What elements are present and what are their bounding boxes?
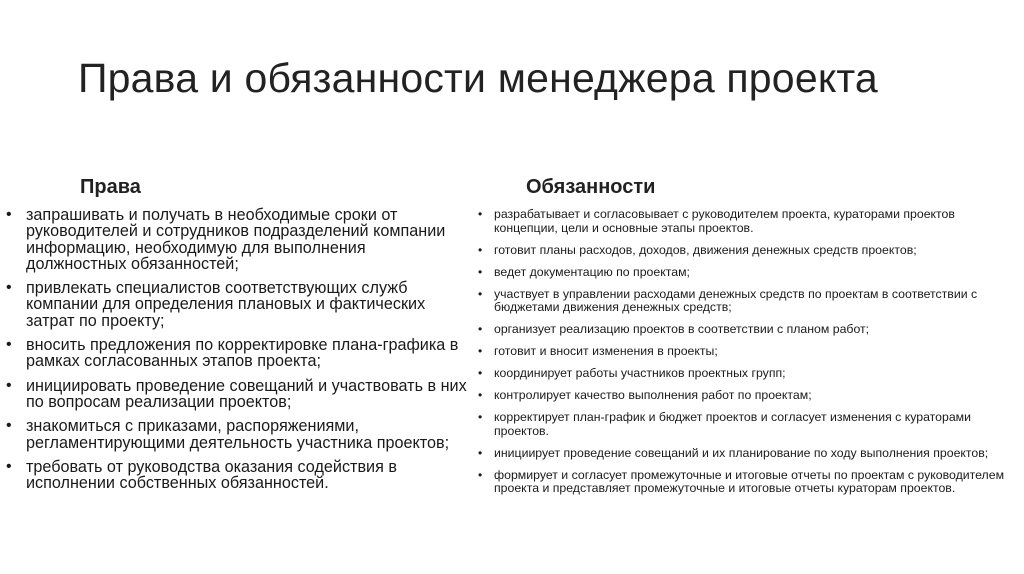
list-item xyxy=(0,418,470,451)
list-item-text: вносить предложения по корректировке плана-графика в рамках согласованных этапов проекта; xyxy=(26,336,459,371)
duties-list xyxy=(474,208,1014,496)
list-item-text: знакомиться с приказами, распоряжениями, регламентирующими деятельность участника проектов; xyxy=(26,417,450,452)
list-item-text: организует реализацию проектов в соответствии с планом работ; xyxy=(494,322,870,336)
rights-column xyxy=(0,176,470,499)
list-item xyxy=(474,345,1014,359)
list-item-text: координирует работы участников проектных групп; xyxy=(494,366,786,380)
bullet-icon: • xyxy=(478,286,483,301)
bullet-icon: • xyxy=(478,264,483,279)
list-item xyxy=(474,447,1014,461)
bullet-icon: • xyxy=(6,417,12,435)
list-item-text: контролирует качество выполнения работ по проектам; xyxy=(494,388,812,402)
list-item xyxy=(474,244,1014,258)
list-item xyxy=(474,411,1014,438)
bullet-icon: • xyxy=(478,344,483,358)
duties-heading: Обязанности xyxy=(526,176,656,198)
list-item-text: разрабатывает и согласовывает с руководителем проекта, кураторами проектов концепции, цели и основные этапы проектов. xyxy=(494,207,955,235)
list-item-text: инициирует проведение совещаний и их планирование по ходу выполнения проектов; xyxy=(494,445,989,460)
list-item-text: готовит и вносит изменения в проекты; xyxy=(494,344,718,358)
list-item xyxy=(0,337,470,370)
bullet-icon: • xyxy=(478,366,483,380)
list-item xyxy=(474,323,1014,337)
list-item xyxy=(474,469,1014,496)
rights-heading: Права xyxy=(80,176,141,198)
bullet-icon: • xyxy=(478,445,483,460)
list-item xyxy=(0,459,470,492)
list-item-text: требовать от руководства оказания содействия в исполнении собственных обязанностей. xyxy=(26,457,397,493)
rights-list xyxy=(0,207,470,491)
bullet-icon: • xyxy=(6,376,12,394)
list-item-text: формирует и согласует промежуточные и итоговые отчеты по проектам с руководителем проекта и представляет промежуточные и итоговые отчеты кураторам проектов. xyxy=(494,467,1005,495)
list-item-text: ведет документацию по проектам; xyxy=(494,264,690,279)
list-item-text: инициировать проведение совещаний и участвовать в них по вопросам реализации проектов; xyxy=(26,376,467,411)
bullet-icon: • xyxy=(478,388,483,402)
list-item xyxy=(474,367,1014,381)
bullet-icon: • xyxy=(478,207,483,221)
bullet-icon: • xyxy=(478,467,483,482)
bullet-icon: • xyxy=(6,279,12,297)
bullet-icon: • xyxy=(6,336,12,354)
bullet-icon: • xyxy=(478,242,483,257)
list-item-text: запрашивать и получать в необходимые сроки от руководителей и сотрудников подразделений компании информацию, необходимую для выполнения должностных обязанностей; xyxy=(26,206,446,273)
list-item xyxy=(474,208,1014,235)
list-item-text: участвует в управлении расходами денежных средств по проектам в соответствии с бюджетами движения денежных средств; xyxy=(494,286,978,314)
list-item xyxy=(0,280,470,329)
bullet-icon: • xyxy=(6,206,12,223)
bullet-icon: • xyxy=(478,322,483,336)
duties-column xyxy=(474,176,1014,504)
list-item xyxy=(0,207,470,272)
list-item-text: корректирует план-график и бюджет проектов и согласует изменения с кураторами проектов. xyxy=(494,410,972,438)
bullet-icon: • xyxy=(6,457,12,475)
list-item xyxy=(474,266,1014,280)
page-title: Права и обязанности менеджера проекта xyxy=(78,55,878,101)
bullet-icon: • xyxy=(478,410,483,424)
list-item xyxy=(474,288,1014,315)
list-item xyxy=(0,378,470,411)
list-item xyxy=(474,389,1014,403)
list-item-text: привлекать специалистов соответствующих служб компании для определения плановых и фактических затрат по проекту; xyxy=(26,279,426,330)
list-item-text: готовит планы расходов, доходов, движения денежных средств проектов; xyxy=(494,242,917,257)
